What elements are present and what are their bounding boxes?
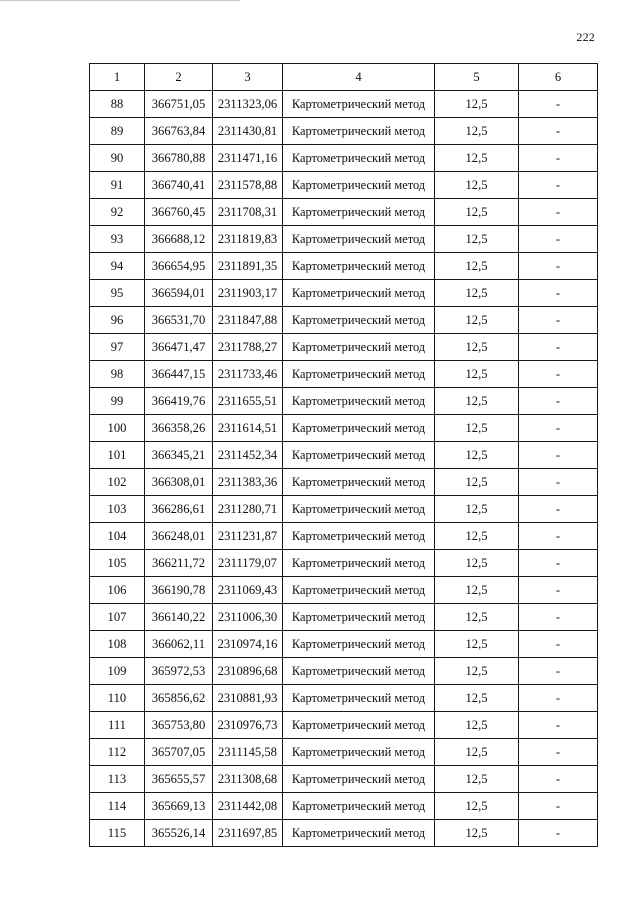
cell-description: -	[519, 739, 598, 766]
cell-point-number: 111	[90, 712, 145, 739]
table-row	[90, 793, 598, 820]
cell-y: 2311708,31	[213, 199, 283, 226]
table-row	[90, 172, 598, 199]
cell-description: -	[519, 199, 598, 226]
cell-description: -	[519, 793, 598, 820]
cell-accuracy: 12,5	[435, 334, 519, 361]
cell-accuracy: 12,5	[435, 199, 519, 226]
cell-method: Картометрический метод	[283, 604, 435, 631]
table-row	[90, 820, 598, 847]
cell-x: 366308,01	[145, 469, 213, 496]
cell-point-number: 95	[90, 280, 145, 307]
table-row	[90, 280, 598, 307]
table-row	[90, 469, 598, 496]
cell-description: -	[519, 91, 598, 118]
table-row	[90, 226, 598, 253]
page-number: 222	[576, 30, 595, 44]
cell-description: -	[519, 550, 598, 577]
cell-x: 366471,47	[145, 334, 213, 361]
table-row	[90, 577, 598, 604]
cell-accuracy: 12,5	[435, 415, 519, 442]
cell-point-number: 108	[90, 631, 145, 658]
table-row	[90, 604, 598, 631]
cell-accuracy: 12,5	[435, 550, 519, 577]
cell-x: 366780,88	[145, 145, 213, 172]
table-row	[90, 199, 598, 226]
cell-y: 2311903,17	[213, 280, 283, 307]
cell-description: -	[519, 361, 598, 388]
cell-method: Картометрический метод	[283, 91, 435, 118]
cell-method: Картометрический метод	[283, 361, 435, 388]
cell-accuracy: 12,5	[435, 820, 519, 847]
cell-y: 2311578,88	[213, 172, 283, 199]
cell-description: -	[519, 658, 598, 685]
cell-point-number: 113	[90, 766, 145, 793]
cell-y: 2310974,16	[213, 631, 283, 658]
cell-accuracy: 12,5	[435, 631, 519, 658]
table-row	[90, 766, 598, 793]
cell-y: 2310881,93	[213, 685, 283, 712]
cell-method: Картометрический метод	[283, 442, 435, 469]
cell-accuracy: 12,5	[435, 388, 519, 415]
table-row	[90, 550, 598, 577]
coordinates-table	[89, 63, 598, 847]
table-row	[90, 523, 598, 550]
cell-method: Картометрический метод	[283, 253, 435, 280]
cell-method: Картометрический метод	[283, 415, 435, 442]
cell-description: -	[519, 604, 598, 631]
cell-accuracy: 12,5	[435, 523, 519, 550]
cell-method: Картометрический метод	[283, 145, 435, 172]
cell-accuracy: 12,5	[435, 496, 519, 523]
cell-method: Картометрический метод	[283, 793, 435, 820]
cell-point-number: 107	[90, 604, 145, 631]
cell-description: -	[519, 442, 598, 469]
cell-y: 2311788,27	[213, 334, 283, 361]
cell-point-number: 88	[90, 91, 145, 118]
cell-accuracy: 12,5	[435, 253, 519, 280]
cell-accuracy: 12,5	[435, 766, 519, 793]
table-row	[90, 307, 598, 334]
cell-x: 366654,95	[145, 253, 213, 280]
cell-accuracy: 12,5	[435, 361, 519, 388]
scan-edge-line	[0, 0, 240, 1]
table-row	[90, 631, 598, 658]
cell-point-number: 114	[90, 793, 145, 820]
cell-y: 2311733,46	[213, 361, 283, 388]
cell-description: -	[519, 226, 598, 253]
cell-description: -	[519, 712, 598, 739]
cell-y: 2311471,16	[213, 145, 283, 172]
cell-x: 366688,12	[145, 226, 213, 253]
cell-method: Картометрический метод	[283, 469, 435, 496]
cell-y: 2311179,07	[213, 550, 283, 577]
cell-point-number: 103	[90, 496, 145, 523]
header-cell-accuracy: 5	[435, 64, 519, 91]
cell-y: 2311323,06	[213, 91, 283, 118]
cell-point-number: 102	[90, 469, 145, 496]
cell-accuracy: 12,5	[435, 280, 519, 307]
cell-method: Картометрический метод	[283, 334, 435, 361]
cell-x: 366062,11	[145, 631, 213, 658]
cell-y: 2311430,81	[213, 118, 283, 145]
cell-y: 2311069,43	[213, 577, 283, 604]
cell-x: 366140,22	[145, 604, 213, 631]
cell-point-number: 104	[90, 523, 145, 550]
table-body	[90, 64, 598, 847]
cell-point-number: 115	[90, 820, 145, 847]
cell-description: -	[519, 415, 598, 442]
cell-point-number: 100	[90, 415, 145, 442]
cell-y: 2310896,68	[213, 658, 283, 685]
cell-x: 366286,61	[145, 496, 213, 523]
table-row	[90, 442, 598, 469]
cell-x: 366190,78	[145, 577, 213, 604]
cell-x: 366740,41	[145, 172, 213, 199]
cell-y: 2311308,68	[213, 766, 283, 793]
header-cell-method: 4	[283, 64, 435, 91]
cell-y: 2311614,51	[213, 415, 283, 442]
cell-accuracy: 12,5	[435, 172, 519, 199]
cell-accuracy: 12,5	[435, 604, 519, 631]
cell-description: -	[519, 253, 598, 280]
cell-description: -	[519, 766, 598, 793]
cell-point-number: 94	[90, 253, 145, 280]
cell-accuracy: 12,5	[435, 658, 519, 685]
cell-point-number: 98	[90, 361, 145, 388]
cell-description: -	[519, 577, 598, 604]
cell-description: -	[519, 820, 598, 847]
cell-x: 366751,05	[145, 91, 213, 118]
cell-x: 365669,13	[145, 793, 213, 820]
cell-accuracy: 12,5	[435, 307, 519, 334]
cell-accuracy: 12,5	[435, 469, 519, 496]
cell-x: 366358,26	[145, 415, 213, 442]
cell-point-number: 90	[90, 145, 145, 172]
header-cell-y: 3	[213, 64, 283, 91]
cell-method: Картометрический метод	[283, 766, 435, 793]
cell-y: 2310976,73	[213, 712, 283, 739]
cell-y: 2311847,88	[213, 307, 283, 334]
cell-x: 366531,70	[145, 307, 213, 334]
cell-description: -	[519, 496, 598, 523]
cell-method: Картометрический метод	[283, 685, 435, 712]
cell-x: 366248,01	[145, 523, 213, 550]
table-row	[90, 145, 598, 172]
cell-point-number: 97	[90, 334, 145, 361]
cell-y: 2311452,34	[213, 442, 283, 469]
cell-x: 365972,53	[145, 658, 213, 685]
cell-y: 2311819,83	[213, 226, 283, 253]
cell-description: -	[519, 307, 598, 334]
cell-accuracy: 12,5	[435, 577, 519, 604]
cell-point-number: 92	[90, 199, 145, 226]
cell-method: Картометрический метод	[283, 631, 435, 658]
cell-y: 2311655,51	[213, 388, 283, 415]
cell-method: Картометрический метод	[283, 118, 435, 145]
cell-x: 366763,84	[145, 118, 213, 145]
cell-accuracy: 12,5	[435, 91, 519, 118]
cell-x: 365655,57	[145, 766, 213, 793]
cell-description: -	[519, 523, 598, 550]
cell-method: Картометрический метод	[283, 739, 435, 766]
header-cell-x: 2	[145, 64, 213, 91]
cell-y: 2311280,71	[213, 496, 283, 523]
cell-accuracy: 12,5	[435, 226, 519, 253]
cell-point-number: 110	[90, 685, 145, 712]
table-row	[90, 712, 598, 739]
cell-method: Картометрический метод	[283, 172, 435, 199]
cell-description: -	[519, 685, 598, 712]
cell-x: 366760,45	[145, 199, 213, 226]
cell-x: 365753,80	[145, 712, 213, 739]
table-row	[90, 334, 598, 361]
cell-method: Картометрический метод	[283, 226, 435, 253]
cell-description: -	[519, 334, 598, 361]
cell-method: Картометрический метод	[283, 550, 435, 577]
cell-method: Картометрический метод	[283, 658, 435, 685]
cell-y: 2311145,58	[213, 739, 283, 766]
cell-point-number: 93	[90, 226, 145, 253]
cell-point-number: 106	[90, 577, 145, 604]
table-row	[90, 388, 598, 415]
cell-y: 2311383,36	[213, 469, 283, 496]
cell-x: 365856,62	[145, 685, 213, 712]
cell-method: Картометрический метод	[283, 199, 435, 226]
cell-description: -	[519, 388, 598, 415]
cell-y: 2311891,35	[213, 253, 283, 280]
table-row	[90, 361, 598, 388]
cell-description: -	[519, 280, 598, 307]
cell-point-number: 105	[90, 550, 145, 577]
cell-method: Картометрический метод	[283, 820, 435, 847]
cell-x: 366594,01	[145, 280, 213, 307]
header-cell-point-number: 1	[90, 64, 145, 91]
cell-description: -	[519, 172, 598, 199]
cell-x: 366211,72	[145, 550, 213, 577]
cell-accuracy: 12,5	[435, 145, 519, 172]
cell-point-number: 109	[90, 658, 145, 685]
cell-y: 2311697,85	[213, 820, 283, 847]
cell-accuracy: 12,5	[435, 118, 519, 145]
cell-point-number: 89	[90, 118, 145, 145]
cell-method: Картометрический метод	[283, 280, 435, 307]
table-row	[90, 415, 598, 442]
cell-accuracy: 12,5	[435, 793, 519, 820]
cell-x: 366419,76	[145, 388, 213, 415]
cell-x: 366447,15	[145, 361, 213, 388]
table-row	[90, 91, 598, 118]
table-row	[90, 253, 598, 280]
cell-point-number: 91	[90, 172, 145, 199]
table-row	[90, 118, 598, 145]
table-row	[90, 658, 598, 685]
cell-y: 2311231,87	[213, 523, 283, 550]
cell-y: 2311006,30	[213, 604, 283, 631]
table-header-row	[90, 64, 598, 91]
cell-method: Картометрический метод	[283, 307, 435, 334]
cell-accuracy: 12,5	[435, 685, 519, 712]
cell-point-number: 96	[90, 307, 145, 334]
cell-description: -	[519, 631, 598, 658]
cell-method: Картометрический метод	[283, 712, 435, 739]
cell-x: 365707,05	[145, 739, 213, 766]
cell-description: -	[519, 118, 598, 145]
cell-method: Картометрический метод	[283, 523, 435, 550]
header-cell-description: 6	[519, 64, 598, 91]
cell-description: -	[519, 469, 598, 496]
table-row	[90, 685, 598, 712]
cell-accuracy: 12,5	[435, 712, 519, 739]
cell-description: -	[519, 145, 598, 172]
cell-x: 365526,14	[145, 820, 213, 847]
cell-method: Картометрический метод	[283, 496, 435, 523]
cell-y: 2311442,08	[213, 793, 283, 820]
table-row	[90, 739, 598, 766]
cell-method: Картометрический метод	[283, 577, 435, 604]
cell-point-number: 99	[90, 388, 145, 415]
cell-method: Картометрический метод	[283, 388, 435, 415]
table-row	[90, 496, 598, 523]
cell-point-number: 101	[90, 442, 145, 469]
cell-x: 366345,21	[145, 442, 213, 469]
cell-accuracy: 12,5	[435, 442, 519, 469]
cell-point-number: 112	[90, 739, 145, 766]
cell-accuracy: 12,5	[435, 739, 519, 766]
